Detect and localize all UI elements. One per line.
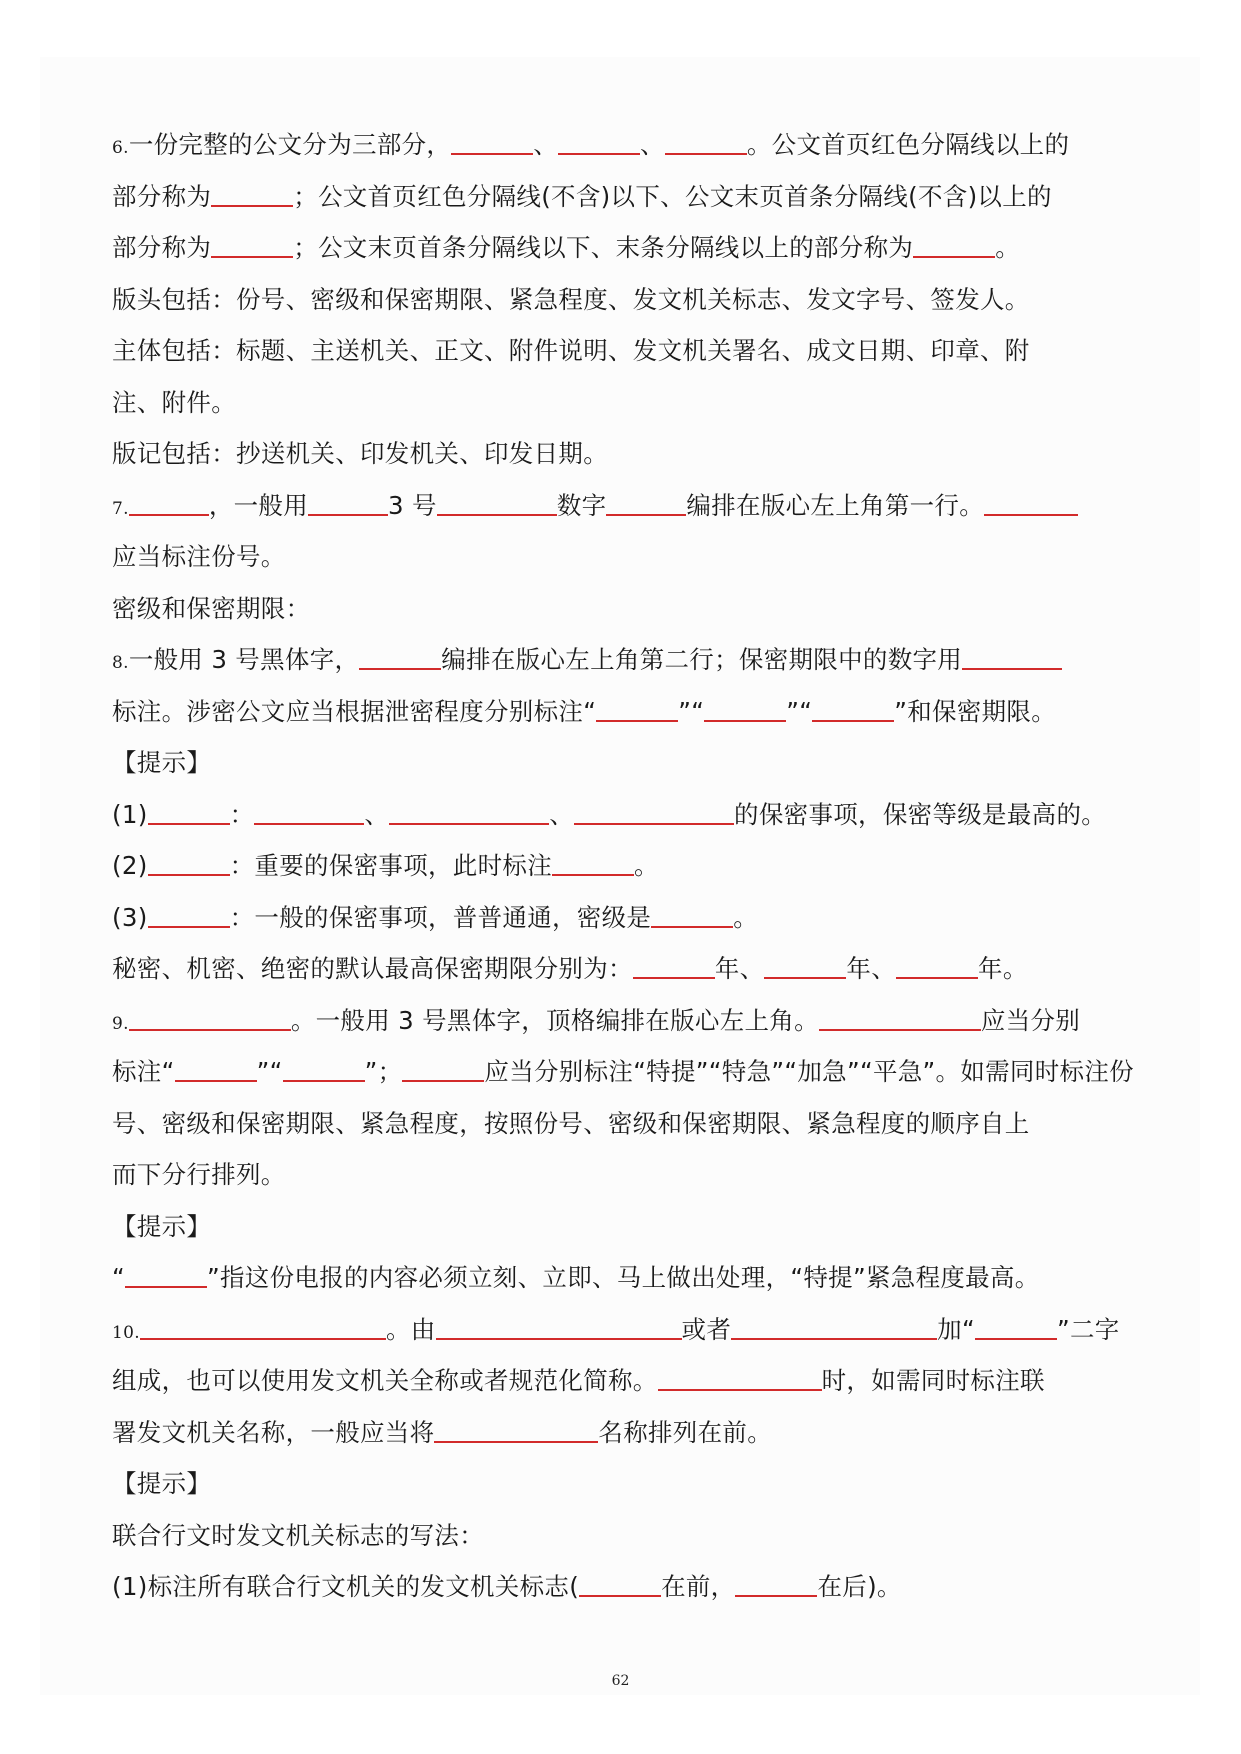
text-segment: 。由 — [385, 1314, 436, 1344]
text-line — [112, 1464, 1132, 1516]
text-segment: 、 — [549, 799, 575, 829]
text-segment: 年。 — [978, 954, 1028, 983]
text-segment: 加“ — [937, 1314, 975, 1344]
text-line — [112, 486, 1132, 538]
fill-in-blank[interactable] — [704, 696, 786, 722]
text-segment: 编排在版心左上角第二行；保密期限中的数字用 — [441, 645, 963, 674]
text-line — [112, 125, 1132, 177]
text-segment: 一份完整的公文分为三部分， — [128, 130, 452, 159]
text-segment: ”和保密期限。 — [894, 696, 1056, 726]
fill-in-blank[interactable] — [254, 799, 364, 825]
fill-in-blank[interactable] — [436, 1314, 682, 1340]
fill-in-blank[interactable] — [175, 1056, 257, 1082]
text-segment: ： — [229, 799, 255, 829]
fill-in-blank[interactable] — [896, 953, 978, 979]
page-number: 62 — [611, 1673, 630, 1689]
text-line — [112, 1104, 1132, 1156]
text-segment: 主体包括：标题、主送机关、正文、附件说明、发文机关署名、成文日期、印章、附 — [112, 336, 1030, 365]
fill-in-blank[interactable] — [129, 1005, 291, 1031]
fill-in-blank[interactable] — [125, 1262, 207, 1288]
text-line — [112, 1361, 1132, 1413]
fill-in-blank[interactable] — [606, 490, 686, 516]
text-line — [112, 1310, 1132, 1362]
text-segment: 年、 — [714, 954, 765, 983]
text-line — [112, 1155, 1132, 1207]
question-number: 10. — [112, 1322, 140, 1343]
text-segment: 在后)。 — [817, 1572, 902, 1601]
question-number: 9. — [112, 1013, 129, 1034]
text-segment: 标注。涉密公文应当根据泄密程度分别标注“ — [112, 696, 597, 726]
text-segment: 而下分行排列。 — [112, 1160, 286, 1189]
text-segment: 号、密级和保密期限、紧急程度，按照份号、密级和保密期限、紧急程度的顺序自上 — [112, 1108, 1030, 1138]
text-segment: 【提示】 — [112, 1211, 212, 1241]
question-number: 6. — [112, 138, 129, 158]
text-line — [112, 589, 1132, 641]
text-segment: 秘密、机密、绝密的默认最高保密期限分别为： — [112, 954, 633, 983]
text-segment: 。 — [995, 233, 1021, 262]
fill-in-blank[interactable] — [984, 490, 1078, 516]
text-segment: ：重要的保密事项，此时标注 — [229, 851, 553, 880]
text-line — [112, 795, 1132, 847]
fill-in-blank[interactable] — [359, 644, 441, 670]
fill-in-blank[interactable] — [389, 799, 549, 825]
text-segment: ；公文首页红色分隔线(不含)以下、公文末页首条分隔线(不含)以上的 — [293, 181, 1052, 211]
text-line — [112, 1001, 1132, 1053]
fill-in-blank[interactable] — [308, 490, 388, 516]
text-segment: ”二字 — [1056, 1314, 1120, 1344]
fill-in-blank[interactable] — [552, 850, 634, 876]
text-line — [112, 280, 1132, 332]
text-segment: 3 号 — [388, 490, 437, 520]
fill-in-blank[interactable] — [731, 1314, 937, 1340]
text-line — [112, 692, 1132, 744]
text-line — [112, 228, 1132, 280]
text-line — [112, 1207, 1132, 1259]
text-segment: 应当分别标注“特提”“特急”“加急”“平急”。如需同时标注份 — [484, 1057, 1134, 1086]
fill-in-blank[interactable] — [148, 799, 230, 825]
text-segment: 版记包括：抄送机关、印发机关、印发日期。 — [112, 439, 608, 468]
fill-in-blank[interactable] — [434, 1417, 598, 1443]
fill-in-blank[interactable] — [211, 181, 293, 207]
text-segment: (1)标注所有联合行文机关的发文机关标志( — [112, 1572, 580, 1601]
text-segment: ，一般用 — [208, 490, 309, 520]
fill-in-blank[interactable] — [975, 1314, 1057, 1340]
fill-in-blank[interactable] — [129, 490, 209, 516]
text-segment: (3) — [112, 902, 148, 932]
text-line — [112, 640, 1132, 692]
text-segment: 组成，也可以使用发文机关全称或者规范化简称。 — [112, 1366, 658, 1395]
fill-in-blank[interactable] — [579, 1571, 661, 1597]
text-segment: ”； — [364, 1057, 403, 1086]
fill-in-blank[interactable] — [764, 953, 846, 979]
fill-in-blank[interactable] — [437, 490, 557, 516]
text-segment: 数字 — [556, 490, 607, 520]
text-segment: 时，如需同时标注联 — [821, 1366, 1045, 1395]
text-segment: 的保密事项，保密等级是最高的。 — [734, 799, 1107, 829]
document-body — [112, 125, 1132, 1619]
text-segment: 版头包括：份号、密级和保密期限、紧急程度、发文机关标志、发文字号、签发人。 — [112, 284, 1030, 314]
text-segment: (2) — [112, 851, 148, 880]
text-segment: 【提示】 — [112, 748, 212, 777]
text-segment: 联合行文时发文机关标志的写法： — [112, 1520, 484, 1550]
fill-in-blank[interactable] — [812, 696, 894, 722]
fill-in-blank[interactable] — [211, 232, 293, 258]
text-segment: ”“ — [256, 1057, 283, 1086]
text-line — [112, 383, 1132, 435]
text-line — [112, 1052, 1132, 1104]
fill-in-blank[interactable] — [148, 850, 230, 876]
text-segment: 应当分别 — [980, 1005, 1081, 1035]
text-line — [112, 537, 1132, 589]
text-line — [112, 846, 1132, 898]
fill-in-blank[interactable] — [283, 1056, 365, 1082]
fill-in-blank[interactable] — [596, 696, 678, 722]
text-segment: 。公文首页红色分隔线以上的 — [746, 130, 1070, 159]
text-segment: ”“ — [786, 696, 813, 726]
text-segment: 或者 — [681, 1314, 732, 1344]
text-line — [112, 898, 1132, 950]
text-segment: ”指这份电报的内容必须立刻、立即、马上做出处理，“特提”紧急程度最高。 — [207, 1263, 1040, 1292]
question-number: 8. — [112, 653, 129, 673]
text-segment: 注、附件。 — [112, 387, 236, 417]
text-line — [112, 743, 1132, 795]
text-segment: 应当标注份号。 — [112, 542, 286, 571]
text-line — [112, 331, 1132, 383]
text-segment: 在前， — [661, 1572, 736, 1601]
text-segment: ”“ — [678, 696, 705, 726]
fill-in-blank[interactable] — [140, 1314, 386, 1340]
text-line — [112, 949, 1132, 1001]
fill-in-blank[interactable] — [148, 902, 230, 928]
text-segment: 一般用 3 号黑体字， — [128, 645, 360, 674]
text-segment: 年、 — [846, 954, 897, 983]
text-segment: ：一般的保密事项，普普通通，密级是 — [229, 902, 652, 932]
fill-in-blank[interactable] — [658, 1365, 822, 1391]
text-segment: 、 — [533, 130, 559, 159]
text-segment: 。 — [634, 851, 659, 880]
text-segment: 标注“ — [112, 1057, 175, 1086]
text-segment: 密级和保密期限： — [112, 593, 311, 623]
text-line — [112, 177, 1132, 229]
text-line — [112, 1567, 1132, 1619]
text-line — [112, 1258, 1132, 1310]
question-number: 7. — [112, 498, 129, 519]
text-segment: 、 — [364, 799, 390, 829]
fill-in-blank[interactable] — [574, 799, 734, 825]
fill-in-blank[interactable] — [633, 953, 715, 979]
text-segment: 部分称为 — [112, 233, 212, 262]
fill-in-blank[interactable] — [962, 644, 1062, 670]
fill-in-blank[interactable] — [558, 129, 640, 155]
text-line — [112, 1516, 1132, 1568]
text-segment: ；公文末页首条分隔线以下、末条分隔线以上的部分称为 — [293, 233, 914, 262]
text-segment: “ — [112, 1263, 125, 1292]
fill-in-blank[interactable] — [402, 1056, 484, 1082]
fill-in-blank[interactable] — [451, 129, 533, 155]
text-segment: 、 — [640, 130, 665, 159]
fill-in-blank[interactable] — [665, 129, 747, 155]
text-line — [112, 434, 1132, 486]
text-segment: 编排在版心左上角第一行。 — [686, 490, 985, 520]
text-segment: 名称排列在前。 — [598, 1417, 773, 1447]
text-segment: 署发文机关名称，一般应当将 — [112, 1417, 435, 1447]
fill-in-blank[interactable] — [651, 902, 733, 928]
text-segment: 部分称为 — [112, 181, 212, 211]
fill-in-blank[interactable] — [735, 1571, 817, 1597]
text-line — [112, 1413, 1132, 1465]
fill-in-blank[interactable] — [913, 232, 995, 258]
text-segment: (1) — [112, 799, 148, 829]
text-segment: 。 — [733, 902, 759, 932]
fill-in-blank[interactable] — [819, 1005, 981, 1031]
text-segment: 。一般用 3 号黑体字，顶格编排在版心左上角。 — [290, 1005, 819, 1035]
text-segment: 【提示】 — [112, 1469, 212, 1498]
